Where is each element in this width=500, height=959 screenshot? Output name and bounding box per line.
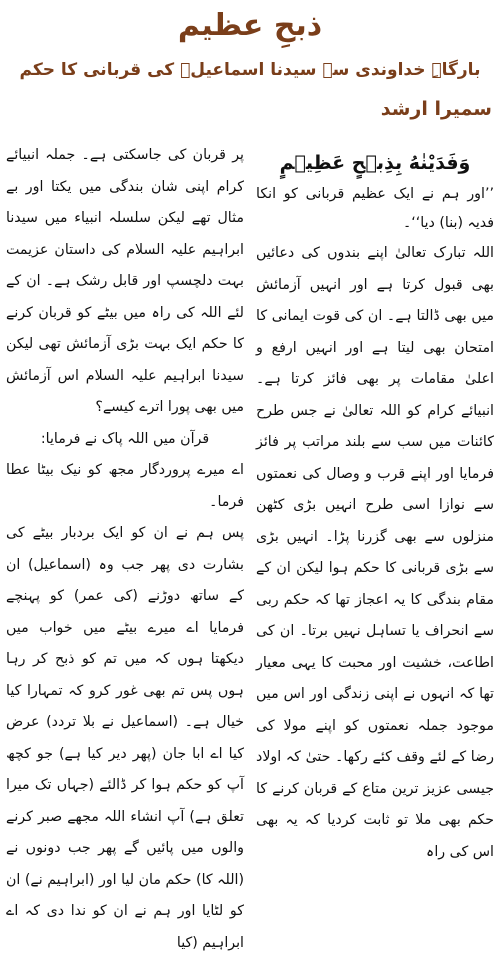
prayer-quote: اے میرے پروردگار مجھ کو نیک بیٹا عطا فرما۔ xyxy=(6,462,244,510)
left-column-paragraph-3: پس ہم نے ان کو ایک بردبار بیٹے کی بشارت دی پھر جب وہ (اسماعیل) ان کے ساتھ دوڑنے (کی عمر) کو پہنچے فرمایا اے میرے بیٹے میں خواب میں دیکھتا ہوں کہ میں تم کو ذبح کر رہا ہوں پس تم بھی غور کرو کہ تمہارا کیا خیال ہے۔ (اسماعیل نے بلا تردد) عرض کیا اے ابا جان (پھر دیر کیا ہے) جو کچھ آپ کو حکم ہوا کر ڈالئے (جہاں تک میرا تعلق ہے) آپ انشاء اللہ مجھے صبر کرنے والوں میں پائیں گے پھر جب دونوں نے (اللہ کا) حکم مان لیا اور (ابراہیم نے) ان کو لٹایا اور ہم نے ان کو ندا دی کہ اے ابراہیم (کیا xyxy=(6,525,244,951)
right-column-body: اللہ تبارک تعالیٰ اپنے بندوں کی دعائیں بھی قبول کرتا ہے اور انہیں آزمائش میں بھی ڈالتا ہے۔ ان کی قوت ایمانی کا امتحان بھی لیتا ہے اور انہیں ارفع و اعلیٰ مقامات پر بھی فائز کرتا ہے۔ انبیائے کرام کو اللہ تعالیٰ نے جس طرح کائنات میں سب سے بلند مراتب پر فائز فرمایا اور اپنے قرب و وصال کی نعمتوں سے نوازا اسی طرح انہیں بڑی کٹھن منزلوں سے بھی گزرنا پڑا۔ انہیں بڑی سے بڑی قربانی کا حکم ہوا لیکن ان کے مقام بندگی کا یہ اعجاز تھا کہ حکم ربی سے انحراف یا تساہل نہیں برتا۔ ان کی اطاعت، خشیت اور محبت کا یہی معیار تھا کہ انہوں نے اپنی زندگی اور اس میں موجود جملہ نعمتوں کو اپنے مولا کی رضا کے لئے وقف کئے رکھا۔ حتیٰ کہ اولاد جیسی عزیز ترین متاع کے قربان کرنے کا حکم بھی ملا تو ثابت کردیا کہ یہ بھی اس کی راہ xyxy=(256,245,494,860)
article-subtitle: بارگاہِ خداوندی سے سیدنا اسماعیلؑ کی قربانی کا حکم xyxy=(19,60,481,80)
left-column xyxy=(6,140,244,959)
quran-intro: قرآن میں اللہ پاک نے فرمایا: xyxy=(40,430,210,447)
author-name: سمیرا ارشد xyxy=(380,98,492,120)
arabic-verse: وَفَدَيْنٰهُ بِذِبۡحٍ عَظِيۡمٍ xyxy=(279,152,471,174)
verse-translation: ’’اور ہم نے ایک عظیم قربانی کو انکا فدیہ (بنا) دیا‘‘۔ xyxy=(256,186,494,231)
left-column-paragraph-1: پر قربان کی جاسکتی ہے۔ جملہ انبیائے کرام اپنی شان بندگی میں یکتا اور بے مثال تھے لیکن سلسلہ انبیاء میں سیدنا ابراہیم علیہ السلام کی داستان عزیمت بہت دلچسپ اور قابل رشک ہے۔ ان کے لئے اللہ کی راہ میں بیٹے کو قربان کرنے کا حکم ایک بہت بڑی آزمائش تھی لیکن سیدنا ابراہیم علیہ السلام اس آزمائش میں بھی پورا اترے کیسے؟ xyxy=(6,147,244,415)
article-title: ذبحِ عظیم xyxy=(177,8,323,43)
right-column xyxy=(256,140,494,868)
